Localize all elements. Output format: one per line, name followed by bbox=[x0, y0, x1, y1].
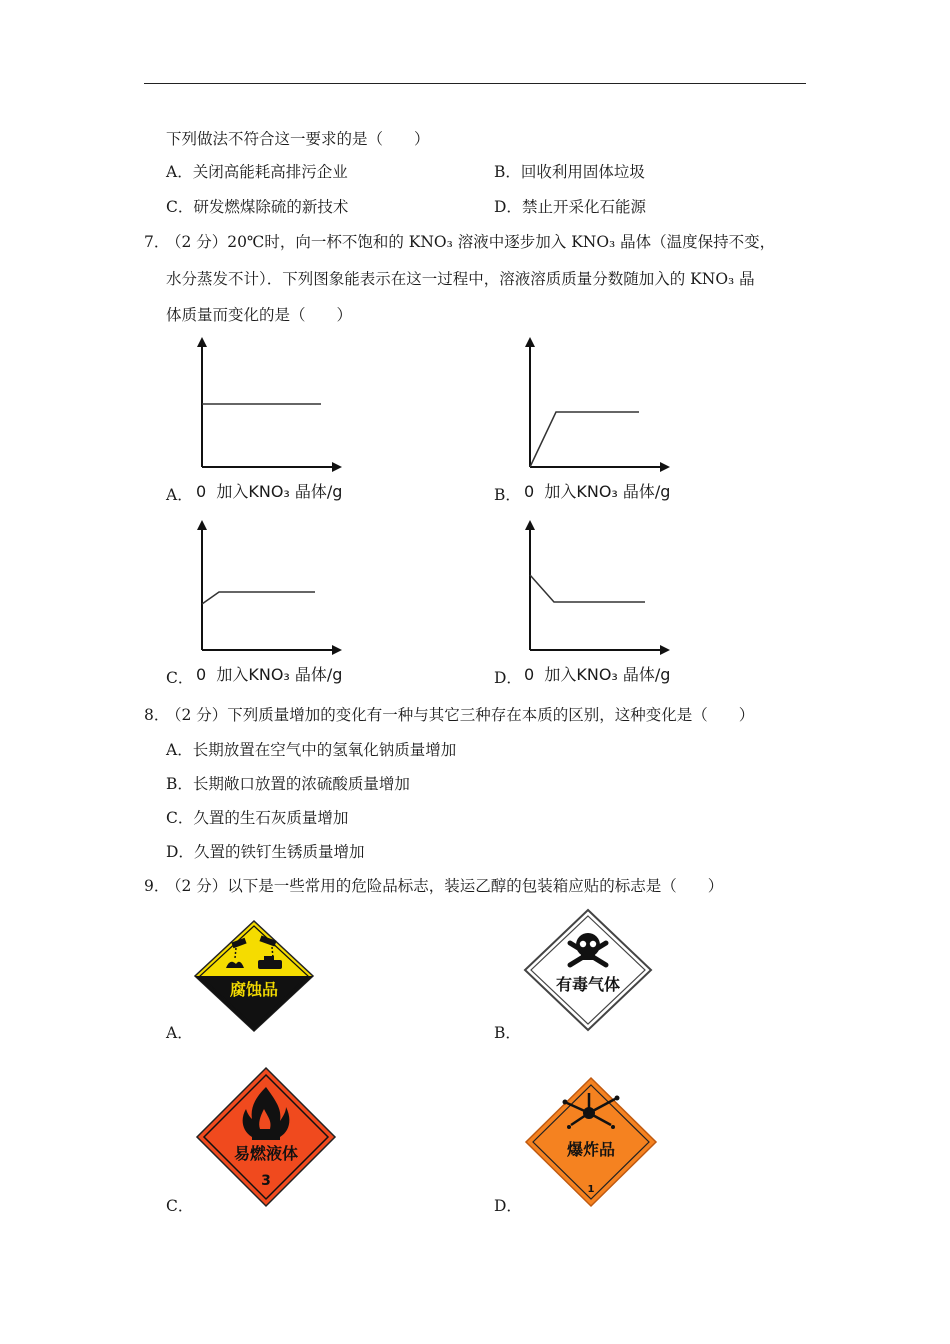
q6-option-c[interactable]: C．研发燃煤除硫的新技术 bbox=[166, 198, 349, 216]
y-axis-arrow-icon bbox=[525, 337, 535, 347]
q7-option-a-letter[interactable]: A． bbox=[166, 486, 193, 504]
q9-option-d-letter[interactable]: D． bbox=[494, 1197, 522, 1215]
q7-graph-c[interactable] bbox=[190, 518, 350, 678]
x-axis-arrow-icon bbox=[660, 645, 670, 655]
q8-number: 8． bbox=[144, 706, 170, 724]
q6-option-b[interactable]: B．回收利用固体垃圾 bbox=[494, 163, 645, 181]
q9-sign-c-number: 3 bbox=[261, 1173, 271, 1189]
q9-sign-b[interactable] bbox=[522, 907, 654, 1033]
q7-graph-a-label: 0 加入KNO₃ 晶体/g bbox=[196, 482, 343, 501]
q8-option-c[interactable]: C．久置的生石灰质量增加 bbox=[166, 809, 349, 827]
y-axis-arrow-icon bbox=[197, 520, 207, 530]
q7-number: 7． bbox=[144, 233, 170, 251]
curve bbox=[202, 592, 315, 604]
q7-graph-a[interactable] bbox=[190, 335, 350, 495]
q8-option-a[interactable]: A．长期放置在空气中的氢氧化钠质量增加 bbox=[166, 741, 457, 759]
q6-option-a[interactable]: A．关闭高能耗高排污企业 bbox=[166, 163, 348, 181]
y-axis-arrow-icon bbox=[197, 337, 207, 347]
q6-stem-continuation: 下列做法不符合这一要求的是（ ） bbox=[166, 130, 430, 148]
q7-stem-line2: 水分蒸发不计）．下列图象能表示在这一过程中，溶液溶质质量分数随加入的 KNO₃ 晶 bbox=[166, 270, 755, 288]
q7-graph-b[interactable] bbox=[518, 335, 678, 495]
x-axis-arrow-icon bbox=[332, 645, 342, 655]
x-axis-arrow-icon bbox=[332, 462, 342, 472]
x-axis-arrow-icon bbox=[660, 462, 670, 472]
q7-option-b-letter[interactable]: B． bbox=[494, 486, 521, 504]
curve bbox=[530, 412, 639, 467]
q9-sign-d-number: 1 bbox=[587, 1184, 595, 1195]
q8-option-b[interactable]: B．长期敞口放置的浓硫酸质量增加 bbox=[166, 775, 410, 793]
q8-stem: （2 分）下列质量增加的变化有一种与其它三种存在本质的区别，这种变化是（ ） bbox=[166, 706, 755, 724]
q7-graph-d[interactable] bbox=[518, 518, 678, 678]
y-axis-arrow-icon bbox=[525, 520, 535, 530]
q9-option-c-letter[interactable]: C． bbox=[166, 1197, 194, 1215]
header-rule bbox=[144, 83, 806, 84]
q9-sign-b-label: 有毒气体 bbox=[555, 975, 621, 994]
q9-sign-d[interactable] bbox=[523, 1075, 659, 1209]
q9-sign-a[interactable] bbox=[192, 918, 316, 1034]
q7-stem-line1: （2 分）20℃时，向一杯不饱和的 KNO₃ 溶液中逐步加入 KNO₃ 晶体（温度保持不变， bbox=[166, 233, 776, 251]
q9-sign-a-label: 腐蚀品 bbox=[229, 980, 279, 999]
q7-graph-c-label: 0 加入KNO₃ 晶体/g bbox=[196, 665, 343, 684]
q7-stem-line3: 体质量而变化的是（ ） bbox=[166, 306, 353, 324]
q7-option-d-letter[interactable]: D． bbox=[494, 669, 522, 687]
q7-option-c-letter[interactable]: C． bbox=[166, 669, 194, 687]
q9-sign-c[interactable] bbox=[194, 1065, 338, 1209]
q8-option-d[interactable]: D．久置的铁钉生锈质量增加 bbox=[166, 843, 365, 861]
curve bbox=[530, 575, 645, 602]
q7-graph-d-label: 0 加入KNO₃ 晶体/g bbox=[524, 665, 671, 684]
q6-option-d[interactable]: D．禁止开采化石能源 bbox=[494, 198, 646, 216]
q9-sign-d-label: 爆炸品 bbox=[566, 1140, 616, 1159]
q7-graph-b-label: 0 加入KNO₃ 晶体/g bbox=[524, 482, 671, 501]
q9-option-b-letter[interactable]: B． bbox=[494, 1024, 521, 1042]
q9-sign-c-label: 易燃液体 bbox=[233, 1144, 299, 1163]
q9-option-a-letter[interactable]: A． bbox=[166, 1024, 193, 1042]
q9-stem: （2 分）以下是一些常用的危险品标志，装运乙醇的包装箱应贴的标志是（ ） bbox=[166, 877, 724, 895]
q9-number: 9． bbox=[144, 877, 170, 895]
